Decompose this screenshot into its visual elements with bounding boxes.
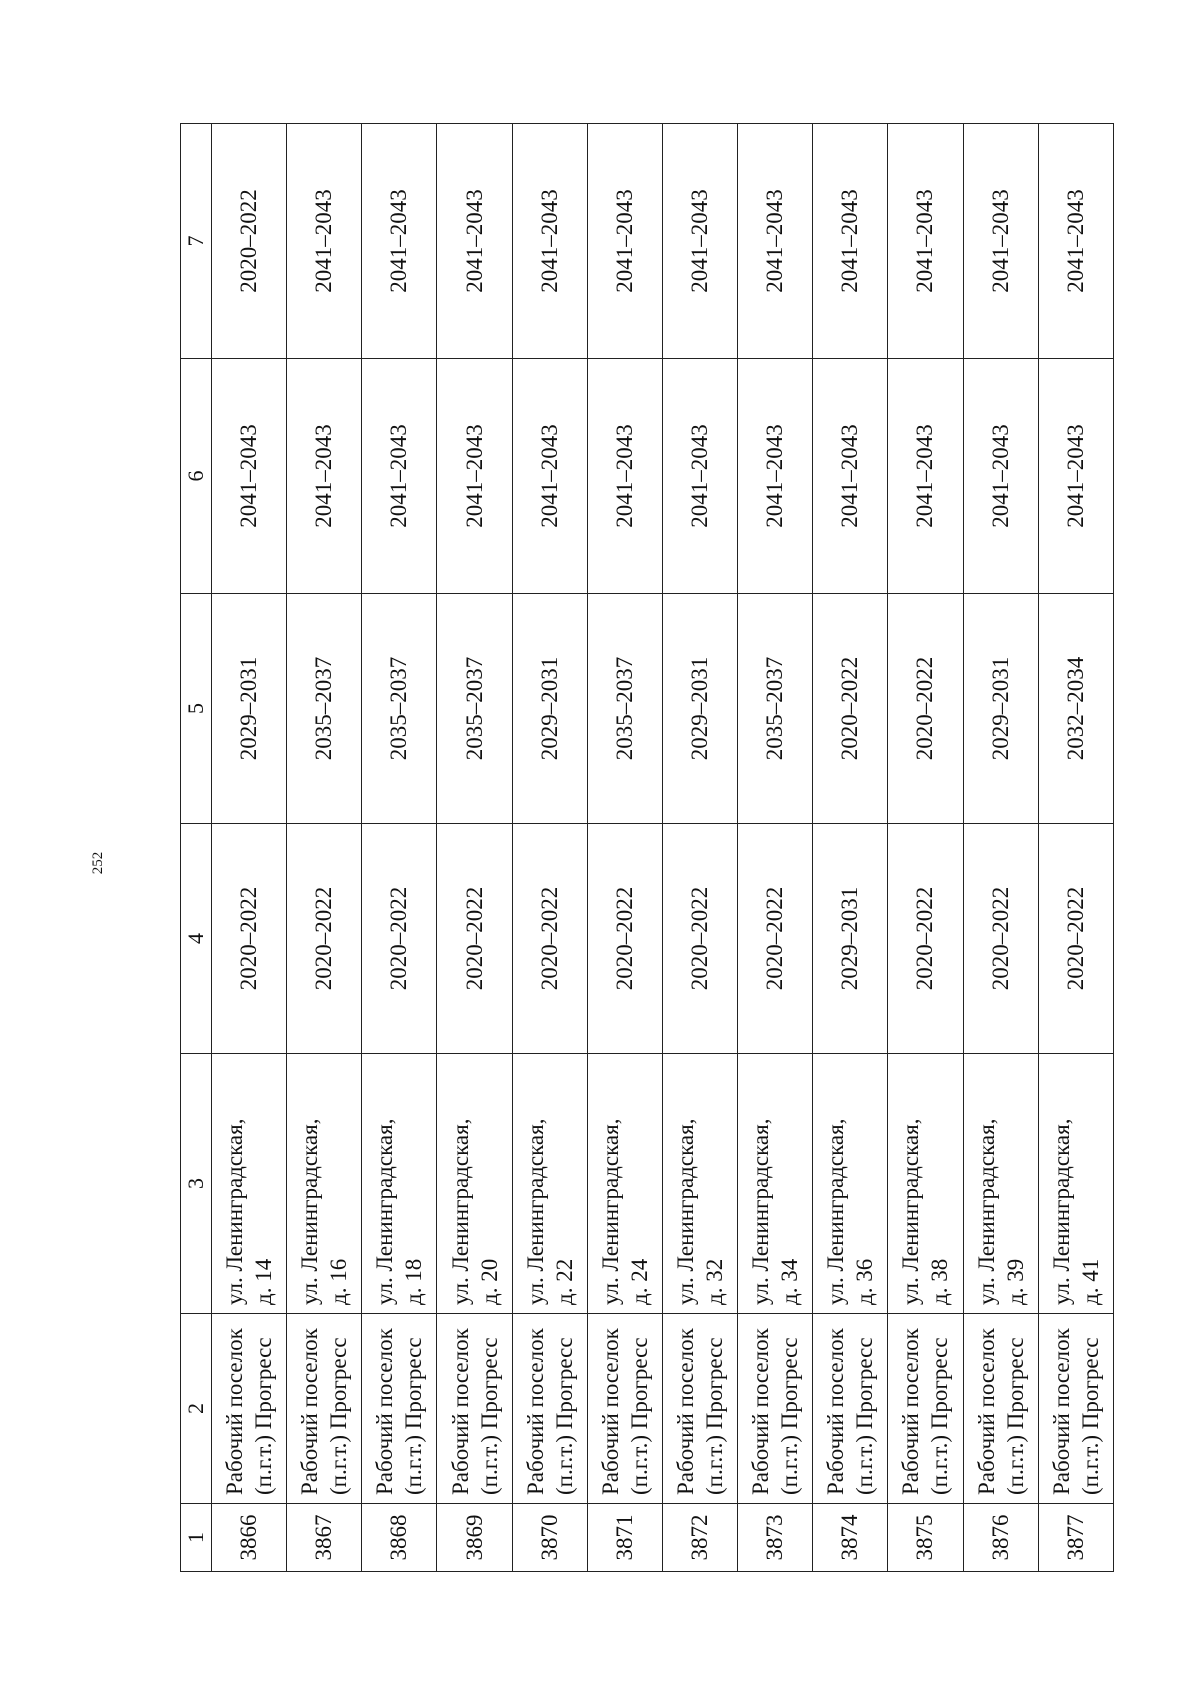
schedule-table xyxy=(180,123,1114,1572)
period-col7-cell: 2041–2043 xyxy=(437,124,512,359)
period-col7-cell: 2041–2043 xyxy=(888,124,963,359)
table-row xyxy=(888,124,963,1572)
address-cell xyxy=(813,1054,888,1314)
settlement-cell-line-2: (п.г.т.) Прогресс xyxy=(702,1337,728,1495)
settlement-cell xyxy=(587,1314,662,1504)
period-col4-cell: 2020–2022 xyxy=(287,824,362,1054)
settlement-cell xyxy=(287,1314,362,1504)
address-cell-line-2: д. 32 xyxy=(702,1258,728,1305)
settlement-cell-line-2: (п.г.т.) Прогресс xyxy=(1077,1337,1103,1495)
table-row xyxy=(1038,124,1113,1572)
address-cell xyxy=(963,1054,1038,1314)
period-col4-cell: 2020–2022 xyxy=(888,824,963,1054)
settlement-cell-line-1: Рабочий поселок xyxy=(447,1328,473,1495)
header-cell: 2 xyxy=(181,1314,212,1504)
settlement-cell xyxy=(813,1314,888,1504)
period-col5-cell: 2020–2022 xyxy=(813,594,888,824)
rotated-table-container xyxy=(180,124,1114,1572)
address-cell-line-1: ул. Ленинградская, xyxy=(447,1118,473,1305)
settlement-cell-line-1: Рабочий поселок xyxy=(823,1328,849,1495)
address-cell-line-2: д. 41 xyxy=(1077,1258,1103,1305)
page-number: 252 xyxy=(90,851,106,875)
period-col7-cell: 2041–2043 xyxy=(738,124,813,359)
settlement-cell-line-2: (п.г.т.) Прогресс xyxy=(251,1337,277,1495)
period-col7-cell: 2041–2043 xyxy=(512,124,587,359)
row-number-cell: 3873 xyxy=(738,1504,813,1572)
row-number-cell: 3870 xyxy=(512,1504,587,1572)
period-col4-cell: 2020–2022 xyxy=(1038,824,1113,1054)
period-col5-cell: 2029–2031 xyxy=(963,594,1038,824)
table-header-row xyxy=(181,124,212,1572)
period-col6-cell: 2041–2043 xyxy=(738,359,813,594)
period-col7-cell: 2041–2043 xyxy=(287,124,362,359)
row-number-cell: 3877 xyxy=(1038,1504,1113,1572)
table-row xyxy=(287,124,362,1572)
period-col5-cell: 2029–2031 xyxy=(662,594,737,824)
period-col4-cell: 2020–2022 xyxy=(738,824,813,1054)
address-cell-line-2: д. 39 xyxy=(1002,1258,1028,1305)
row-number-cell: 3874 xyxy=(813,1504,888,1572)
settlement-cell-line-2: (п.г.т.) Прогресс xyxy=(326,1337,352,1495)
settlement-cell xyxy=(888,1314,963,1504)
settlement-cell xyxy=(512,1314,587,1504)
settlement-cell-line-1: Рабочий поселок xyxy=(748,1328,774,1495)
row-number-cell: 3876 xyxy=(963,1504,1038,1572)
address-cell-line-1: ул. Ленинградская, xyxy=(297,1118,323,1305)
settlement-cell-line-1: Рабочий поселок xyxy=(973,1328,999,1495)
period-col5-cell: 2035–2037 xyxy=(287,594,362,824)
table-row xyxy=(963,124,1038,1572)
period-col6-cell: 2041–2043 xyxy=(963,359,1038,594)
period-col7-cell: 2041–2043 xyxy=(587,124,662,359)
row-number-cell: 3875 xyxy=(888,1504,963,1572)
address-cell-line-2: д. 24 xyxy=(626,1258,652,1305)
settlement-cell-line-2: (п.г.т.) Прогресс xyxy=(927,1337,953,1495)
header-cell: 6 xyxy=(181,359,212,594)
address-cell xyxy=(362,1054,437,1314)
settlement-cell xyxy=(738,1314,813,1504)
row-number-cell: 3871 xyxy=(587,1504,662,1572)
table-row xyxy=(587,124,662,1572)
row-number-cell: 3867 xyxy=(287,1504,362,1572)
settlement-cell-line-2: (п.г.т.) Прогресс xyxy=(476,1337,502,1495)
settlement-cell-line-1: Рабочий поселок xyxy=(372,1328,398,1495)
address-cell-line-2: д. 14 xyxy=(251,1258,277,1305)
address-cell xyxy=(888,1054,963,1314)
table-row xyxy=(437,124,512,1572)
address-cell-line-1: ул. Ленинградская, xyxy=(898,1118,924,1305)
address-cell-line-2: д. 38 xyxy=(927,1258,953,1305)
settlement-cell-line-2: (п.г.т.) Прогресс xyxy=(1002,1337,1028,1495)
period-col6-cell: 2041–2043 xyxy=(362,359,437,594)
address-cell-line-2: д. 22 xyxy=(551,1258,577,1305)
address-cell xyxy=(287,1054,362,1314)
period-col4-cell: 2020–2022 xyxy=(362,824,437,1054)
address-cell-line-2: д. 36 xyxy=(852,1258,878,1305)
address-cell xyxy=(587,1054,662,1314)
period-col5-cell: 2035–2037 xyxy=(362,594,437,824)
settlement-cell-line-1: Рабочий поселок xyxy=(898,1328,924,1495)
row-number-cell: 3869 xyxy=(437,1504,512,1572)
period-col4-cell: 2020–2022 xyxy=(662,824,737,1054)
settlement-cell-line-1: Рабочий поселок xyxy=(673,1328,699,1495)
address-cell-line-2: д. 18 xyxy=(401,1258,427,1305)
period-col7-cell: 2041–2043 xyxy=(1038,124,1113,359)
period-col6-cell: 2041–2043 xyxy=(287,359,362,594)
address-cell xyxy=(512,1054,587,1314)
header-cell: 4 xyxy=(181,824,212,1054)
settlement-cell xyxy=(362,1314,437,1504)
address-cell-line-1: ул. Ленинградская, xyxy=(823,1118,849,1305)
settlement-cell-line-2: (п.г.т.) Прогресс xyxy=(401,1337,427,1495)
period-col7-cell: 2041–2043 xyxy=(963,124,1038,359)
settlement-cell xyxy=(437,1314,512,1504)
period-col5-cell: 2032–2034 xyxy=(1038,594,1113,824)
settlement-cell xyxy=(212,1314,287,1504)
address-cell-line-1: ул. Ленинградская, xyxy=(222,1118,248,1305)
address-cell-line-1: ул. Ленинградская, xyxy=(1048,1118,1074,1305)
settlement-cell-line-1: Рабочий поселок xyxy=(1048,1328,1074,1495)
settlement-cell-line-1: Рабочий поселок xyxy=(222,1328,248,1495)
period-col6-cell: 2041–2043 xyxy=(1038,359,1113,594)
settlement-cell xyxy=(1038,1314,1113,1504)
address-cell-line-1: ул. Ленинградская, xyxy=(973,1118,999,1305)
period-col5-cell: 2029–2031 xyxy=(512,594,587,824)
address-cell xyxy=(1038,1054,1113,1314)
address-cell-line-1: ул. Ленинградская, xyxy=(673,1118,699,1305)
period-col6-cell: 2041–2043 xyxy=(587,359,662,594)
period-col6-cell: 2041–2043 xyxy=(437,359,512,594)
address-cell-line-1: ул. Ленинградская, xyxy=(748,1118,774,1305)
period-col6-cell: 2041–2043 xyxy=(888,359,963,594)
period-col7-cell: 2041–2043 xyxy=(813,124,888,359)
period-col5-cell: 2020–2022 xyxy=(888,594,963,824)
table-row xyxy=(662,124,737,1572)
table-row xyxy=(212,124,287,1572)
address-cell-line-2: д. 34 xyxy=(777,1258,803,1305)
address-cell xyxy=(212,1054,287,1314)
period-col4-cell: 2020–2022 xyxy=(437,824,512,1054)
table-row xyxy=(362,124,437,1572)
period-col7-cell: 2041–2043 xyxy=(662,124,737,359)
address-cell-line-2: д. 16 xyxy=(326,1258,352,1305)
settlement-cell-line-1: Рабочий поселок xyxy=(597,1328,623,1495)
address-cell xyxy=(662,1054,737,1314)
period-col5-cell: 2035–2037 xyxy=(738,594,813,824)
period-col7-cell: 2020–2022 xyxy=(212,124,287,359)
table-row xyxy=(512,124,587,1572)
address-cell-line-2: д. 20 xyxy=(476,1258,502,1305)
period-col6-cell: 2041–2043 xyxy=(212,359,287,594)
header-cell: 3 xyxy=(181,1054,212,1314)
header-cell: 1 xyxy=(181,1504,212,1572)
settlement-cell-line-1: Рабочий поселок xyxy=(297,1328,323,1495)
table-body xyxy=(181,124,1114,1572)
period-col4-cell: 2029–2031 xyxy=(813,824,888,1054)
header-cell: 7 xyxy=(181,124,212,359)
row-number-cell: 3872 xyxy=(662,1504,737,1572)
period-col4-cell: 2020–2022 xyxy=(963,824,1038,1054)
row-number-cell: 3868 xyxy=(362,1504,437,1572)
table-row xyxy=(813,124,888,1572)
period-col6-cell: 2041–2043 xyxy=(813,359,888,594)
period-col7-cell: 2041–2043 xyxy=(362,124,437,359)
table-row xyxy=(738,124,813,1572)
period-col4-cell: 2020–2022 xyxy=(212,824,287,1054)
address-cell-line-1: ул. Ленинградская, xyxy=(522,1118,548,1305)
settlement-cell-line-2: (п.г.т.) Прогресс xyxy=(777,1337,803,1495)
settlement-cell-line-1: Рабочий поселок xyxy=(522,1328,548,1495)
address-cell xyxy=(437,1054,512,1314)
address-cell xyxy=(738,1054,813,1314)
period-col4-cell: 2020–2022 xyxy=(587,824,662,1054)
period-col4-cell: 2020–2022 xyxy=(512,824,587,1054)
period-col6-cell: 2041–2043 xyxy=(662,359,737,594)
address-cell-line-1: ул. Ленинградская, xyxy=(597,1118,623,1305)
period-col5-cell: 2035–2037 xyxy=(587,594,662,824)
settlement-cell-line-2: (п.г.т.) Прогресс xyxy=(551,1337,577,1495)
settlement-cell-line-2: (п.г.т.) Прогресс xyxy=(626,1337,652,1495)
settlement-cell xyxy=(963,1314,1038,1504)
period-col5-cell: 2029–2031 xyxy=(212,594,287,824)
period-col5-cell: 2035–2037 xyxy=(437,594,512,824)
settlement-cell-line-2: (п.г.т.) Прогресс xyxy=(852,1337,878,1495)
settlement-cell xyxy=(662,1314,737,1504)
address-cell-line-1: ул. Ленинградская, xyxy=(372,1118,398,1305)
row-number-cell: 3866 xyxy=(212,1504,287,1572)
header-cell: 5 xyxy=(181,594,212,824)
period-col6-cell: 2041–2043 xyxy=(512,359,587,594)
